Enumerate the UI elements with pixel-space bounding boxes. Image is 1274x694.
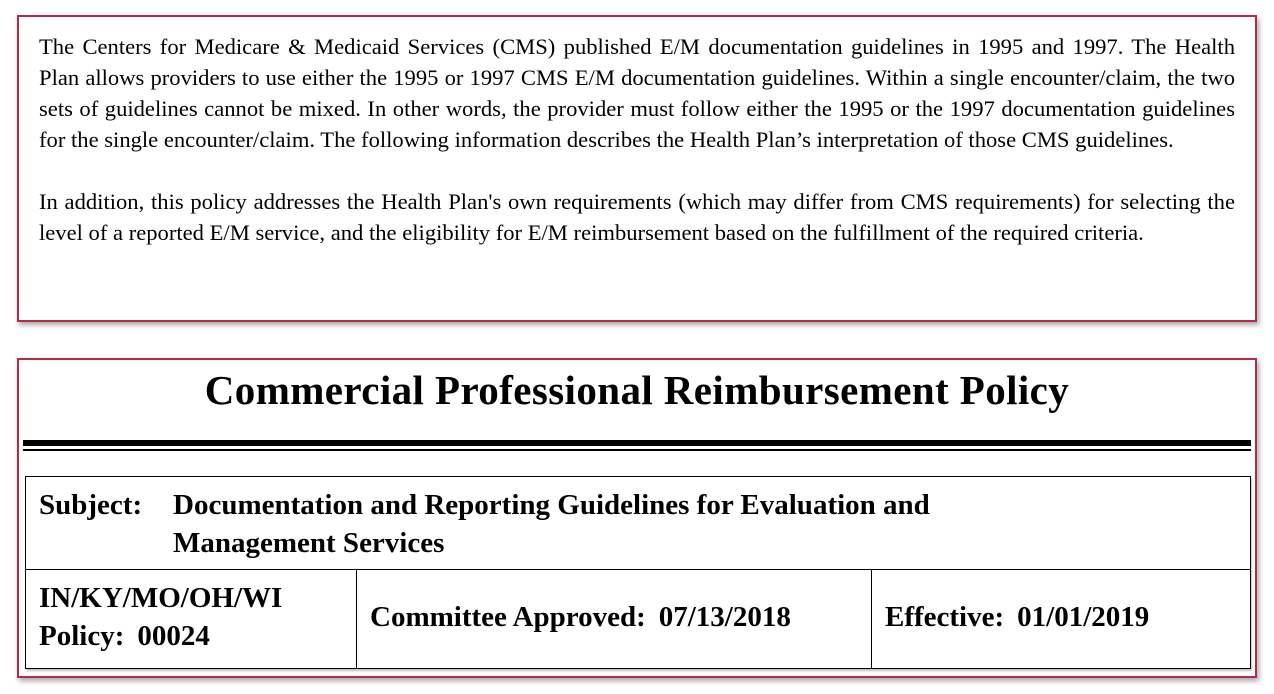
committee-approved-line bbox=[370, 598, 791, 636]
policy-label: Policy: bbox=[39, 620, 125, 652]
title-divider-thick bbox=[23, 440, 1251, 446]
policy-number-line bbox=[39, 618, 210, 654]
policy-title: Commercial Professional Reimbursement Policy bbox=[204, 367, 1070, 413]
committee-approved-label: Committee Approved: bbox=[370, 601, 646, 633]
policy-number-cell bbox=[26, 570, 357, 668]
policy-header-box bbox=[17, 358, 1257, 678]
subject-text: Documentation and Reporting Guidelines for Evaluation and Management Services bbox=[173, 489, 930, 559]
effective-date: 01/01/2019 bbox=[1017, 601, 1150, 633]
committee-approved-cell bbox=[357, 570, 872, 668]
intro-paragraph-2: In addition, this policy addresses the Health Plan's own requirements (which may differ from CMS requirements) for selecting the level of a reported E/M service, and the eligibility for E/M reimbursement based on the fulfillment of the required criteria. bbox=[39, 189, 1235, 245]
title-divider-thin bbox=[23, 449, 1251, 451]
policy-info-table bbox=[25, 476, 1251, 669]
subject-row bbox=[26, 477, 1250, 570]
subject-label: Subject: bbox=[39, 489, 143, 521]
effective-date-cell bbox=[872, 570, 1250, 668]
policy-number: 00024 bbox=[137, 620, 210, 652]
effective-label: Effective: bbox=[885, 601, 1005, 633]
intro-box bbox=[17, 15, 1257, 322]
effective-line bbox=[885, 598, 1149, 636]
committee-approved-date: 07/13/2018 bbox=[658, 601, 791, 633]
intro-paragraph-1: The Centers for Medicare & Medicaid Services (CMS) published E/M documentation guidelines in 1995 and 1997. The Health Plan allows providers to use either the 1995 or 1997 CMS E/M documentation guidelines. Within a single encounter/claim, the two sets of guidelines cannot be mixed. In other words, the provider must follow either the 1995 or the 1997 documentation guidelines for the single encounter/claim. The following information describes the Health Plan’s interpretation of those CMS guidelines. bbox=[39, 34, 1235, 152]
policy-states: IN/KY/MO/OH/WI bbox=[39, 582, 283, 614]
